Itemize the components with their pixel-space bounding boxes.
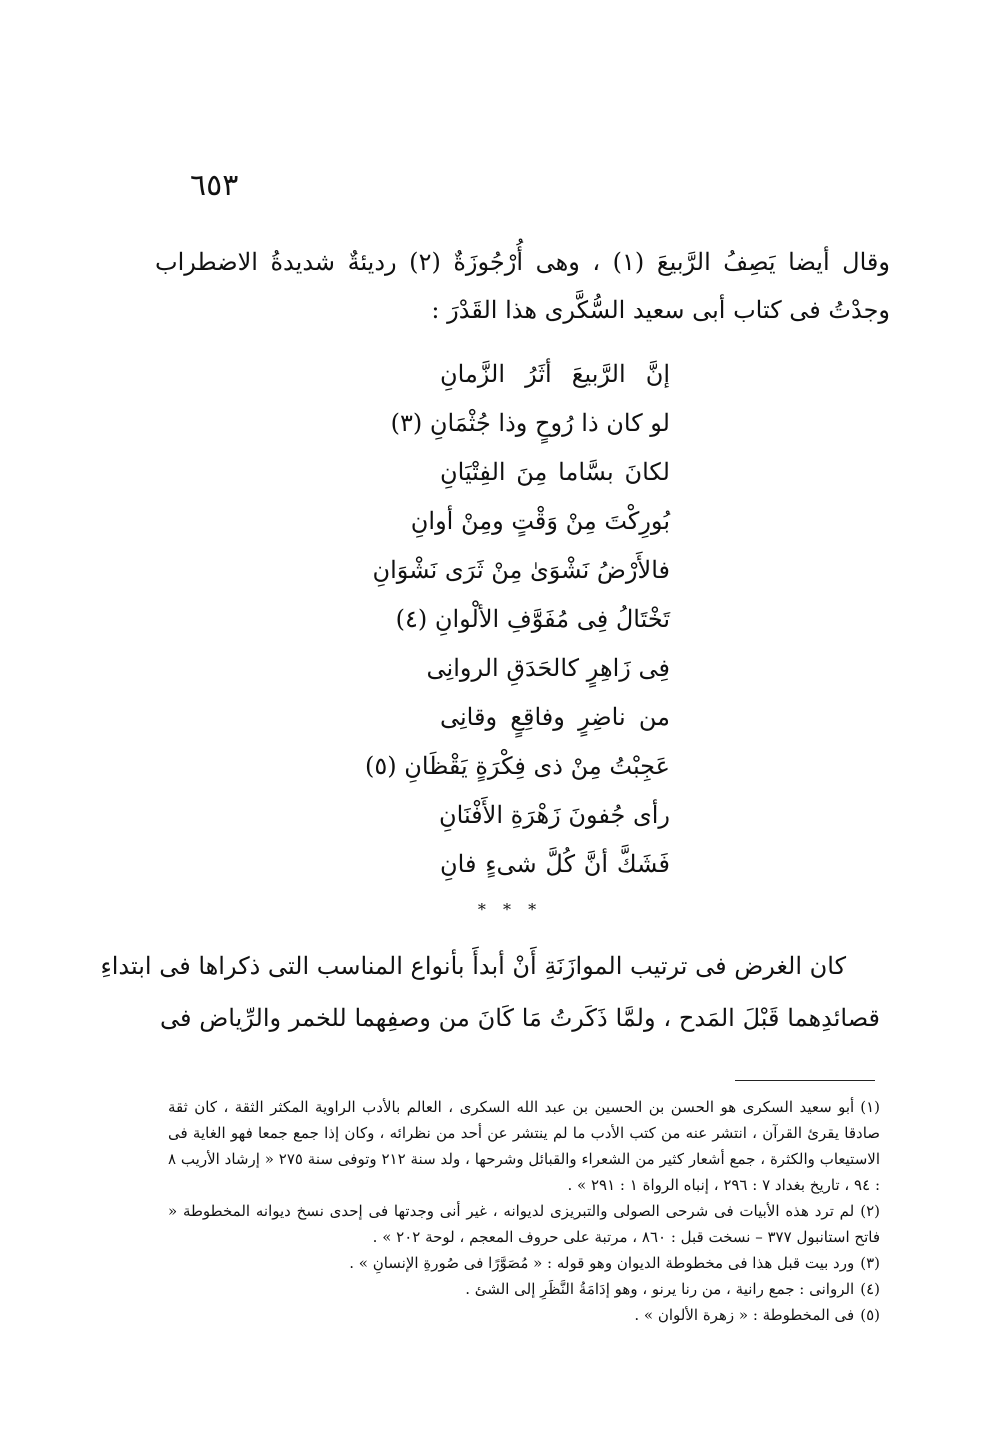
poem-line: لو كان ذا رُوحٍ وذا جُثْمَانِ (٣) — [390, 409, 670, 437]
footnote-text: أبو سعيد السكرى هو الحسن بن الحسين بن عبد الله السكرى ، العالم بالأدب الراوية المكثر الثقة ، كان ثقة صادقا يقرئ القرآن ، انتشر عنه من كتب الأدب ما لم ينتشر عن أحد من نظرائه ، وكان إذا جمع جمعا فهو الغاية فى الاستيعاب والكثرة ، جمع أشعار كثير من الشعراء والقبائل وشرحها ، ولد سنة ٢١٢ وتوفى سنة ٢٧٥ « إرشاد الأريب ٨ : ٩٤ ، تاريخ بغداد ٧ : ٢٩٦ ، إنباه الرواة ١ : ٢٩١ » . — [168, 1098, 880, 1194]
page-number: ٦٥٣ — [190, 168, 239, 203]
poem-line: فَشَكَّ أنَّ كُلَّ شىءٍ فانِ — [440, 850, 670, 878]
body-line: قصائدِهما قَبْلَ المَدح ، ولمَّا ذَكَرتُ مَا كَانَ من وصفِهما للخمر والرِّياض فى — [160, 1004, 880, 1032]
footnote — [168, 1250, 880, 1276]
footnote-text: ورد بيت قبل هذا فى مخطوطة الديوان وهو قوله : « مُصَوَّرًا فى صُورةِ الإنسانِ » . — [349, 1254, 855, 1272]
poem-line: فِى زَاهِرٍ كالحَدَقِ الروانِى — [426, 654, 670, 682]
body-line: كان الغرض فى ترتيب الموازَنَةِ أَنْ أبدأَ بأنواع المناسب التى ذكراها فى ابتداءِ — [100, 952, 846, 980]
footnote-number: (١) — [860, 1098, 880, 1116]
footnote-text: فى المخطوطة : « زهرة الألوان » . — [634, 1306, 855, 1324]
footnote — [168, 1302, 880, 1328]
poem-line: عَجِبْتُ مِنْ ذى فِكْرَةٍ يَقْظَانِ (٥) — [365, 752, 670, 780]
poem-line: من ناضِرٍ وفاقِعٍ وقانِى — [440, 703, 670, 731]
intro-paragraph: وقال أيضا يَصِفُ الرَّبيعَ (١) ، وهى أُرْجُوزَةٌ (٢) رديئةٌ شديدةُ الاضطراب وجدْتُ فى كتاب أبى سعيد السُّكَّرى هذا القَدْرَ : — [155, 248, 890, 324]
footnote-number: (٥) — [860, 1306, 880, 1324]
footnote — [168, 1094, 880, 1198]
footnotes — [168, 1094, 880, 1328]
section-separator: * * * — [477, 900, 543, 919]
poem-line: بُورِكْتَ مِنْ وَقْتٍ ومِنْ أوانِ — [410, 507, 670, 535]
footnote-number: (٢) — [860, 1202, 880, 1220]
poem-line: فالأَرْضُ نَشْوَىٰ مِنْ ثَرَى نَشْوَانِ — [372, 556, 670, 584]
footnote-divider — [735, 1080, 875, 1081]
footnote-number: (٣) — [860, 1254, 880, 1272]
footnote — [168, 1198, 880, 1250]
footnote — [168, 1276, 880, 1302]
footnote-text: لم ترد هذه الأبيات فى شرحى الصولى والتبريزى لديوانه ، غير أنى وجدتها فى إحدى نسخ ديوانه المخطوطة « فاتح استانبول ٣٧٧ – نسخت قبل : ٨٦٠ ، مرتبة على حروف المعجم ، لوحة ٢٠٢ » . — [168, 1202, 880, 1246]
poem-line: رأى جُفونَ زَهْرَةِ الأَفْنَانِ — [439, 801, 670, 829]
poem-line: لكانَ بسَّاما مِنَ الفِتْيَانِ — [440, 458, 670, 486]
body-paragraph — [100, 940, 880, 1044]
poem — [365, 350, 670, 889]
poem-line: إنَّ الرَّبيعَ أثَرُ الزَّمانِ — [440, 360, 670, 388]
footnote-text: الروانى : جمع رانية ، من رنا يرنو ، وهو إدَامَةُ النَّظَرِ إلى الشئ . — [465, 1280, 855, 1298]
footnote-number: (٤) — [860, 1280, 880, 1298]
poem-line: تَخْتَالُ فِى مُفَوَّفِ الألْوانِ (٤) — [395, 605, 670, 633]
